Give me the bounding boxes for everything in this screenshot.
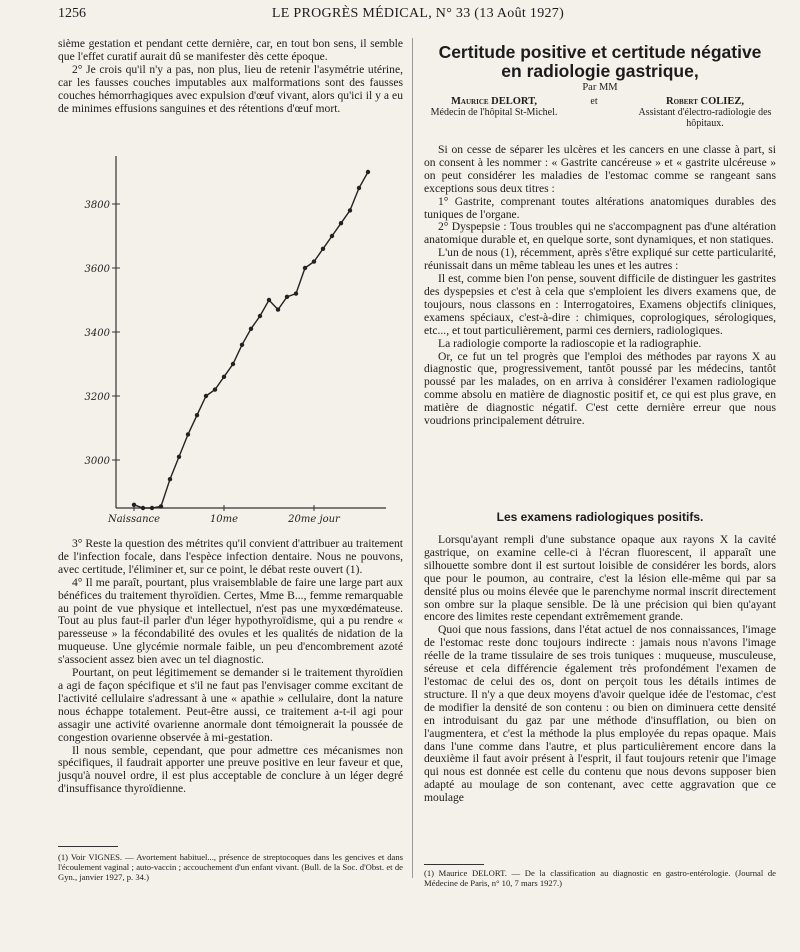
paragraph: 4° Il me paraît, pourtant, plus vraisemblable de faire une large part aux bénéfices du traitement thyroïdien. Certes, Mme B..., femme remarquable au point de vue physique et intellectuel, n'est pas une myxœdémateuse. Tout au plus faut-il parler d'un léger hypothyroïdisme, qui a pu rendre « paresseuse » la fécondabilité des ovules et les qualités de nidation de la muqueuse. Une glycémie normale faible, un peu d'encombrement azoté s'associent assez bien avec un tel diagnostic. [58, 575, 403, 667]
page-number: 1256 [58, 6, 86, 21]
paragraph: 1° Gastrite, comprenant toutes altérations anatomiques durables des tuniques de l'organe. [424, 194, 776, 221]
series-line [134, 172, 368, 508]
data-point [267, 298, 271, 302]
data-point [222, 375, 226, 379]
y-tick-label: 3600 [84, 264, 110, 275]
y-tick-label: 3000 [84, 456, 110, 467]
left-column-top [58, 38, 403, 115]
paragraph: Or, ce fut un tel progrès que l'emploi des méthodes par rayons X au diagnostic que, progressivement, tantôt poussé par les médecins, tantôt poussé par les malades, on en arriva à considérer l'examen radiologique comme absolu en matière de diagnostic positif et, ce qui est plus grave, en matière de diagnostic négatif. C'est cette dernière erreur que nous voudrions principalement détruire. [424, 349, 776, 428]
paragraph: Pourtant, on peut légitimement se demander si le traitement thyroïdien a agi de façon spécifique et s'il ne faut pas l'envisager comme excitant de l'activité cellulaire s'adressant à une « apathie » cellulaire, dont la nature nous échappe totalement. Peut-être aussi, ce traitement a-t-il agi pour assagir une activité ovarienne anormale dont témoignerait la poussée de congestion ovarienne observée à mi-gestation. [58, 666, 403, 744]
paragraph: 2° Dyspepsie : Tous troubles qui ne s'accompagnent pas d'une altération anatomique durable et, en quelque sorte, sont dynamiques, et non statiques. [424, 220, 776, 247]
x-tick-label: 10me [209, 514, 239, 525]
data-point [177, 455, 181, 459]
data-point [186, 432, 190, 436]
data-point [348, 208, 352, 212]
left-footnote: (1) Voir VIGNES. — Avortement habituel..., présence de streptocoques dans les gencives et dans l'écoulement vaginal ; auto-vaccin ; accouchement d'un enfant vivant. (Bull. de la Soc. d'Obst. et de Gyn., janvier 1927, p. 34.) [58, 852, 403, 882]
data-point [213, 387, 217, 391]
paragraph: Lorsqu'ayant rempli d'une substance opaque aux rayons X la cavité gastrique, on examine celle-ci à l'écran fluorescent, il apparaît une silhouette sombre dont il est surtout loisible de considérer les bords, alors que pour le poumon, au contraire, c'est la lésion elle-même qui par sa densité plus ou moins élevée que le parenchyme normal inscrit directement son ombre sur la plaque sensible. De là une précision qui bien qu'ayant encore des limites reste cependant extrêmement grande. [424, 533, 776, 624]
footnote-divider [58, 846, 118, 847]
paragraph: Il nous semble, cependant, que pour admettre ces mécanismes non spécifiques, il faudrait apporter une preuve positive en leur faveur et que, jusqu'à nouvel ordre, il est plus acceptable de conclure à un léger degré d'insuffisance thyroïdienne. [58, 743, 403, 796]
page-header [58, 6, 778, 26]
article-title [420, 43, 780, 81]
paragraph: sième gestation et pendant cette dernière, car, en tout bon sens, il semble que l'effet curatif aurait dû se manifester dès cette époque. [58, 37, 403, 63]
author-role: Médecin de l'hôpital St-Michel. [430, 107, 558, 118]
paragraph: La radiologie comporte la radioscopie et la radiographie. [438, 336, 702, 350]
column-rule [412, 38, 413, 878]
section-heading: Les examens radiologiques positifs. [496, 510, 704, 524]
data-point [195, 413, 199, 417]
paragraph: Si on cesse de séparer les ulcères et les cancers en une classe à part, si on consent à les nommer : « Gastrite cancéreuse » et « gastrite ulcéreuse » on peut considérer les maladies de l'estomac comme se rangeant sans exceptions sous deux titres : [424, 143, 776, 195]
data-point [330, 234, 334, 238]
data-point [132, 503, 136, 507]
right-column-intro [424, 144, 776, 428]
data-point [159, 504, 163, 508]
data-point [249, 327, 253, 331]
data-point [285, 295, 289, 299]
running-title: LE PROGRÈS MÉDICAL, N° 33 (13 Août 1927) [271, 6, 565, 21]
paragraph: 2° Je crois qu'il n'y a pas, non plus, lieu de retenir l'asymétrie utérine, car les fausses couches imputables aux malformations sont des fausses couches hémorrhagiques avec expulsion d'œuf vivant, alors qu'ici il y a eu de minimes effusions sanguines et des rétentions d'œuf mort. [58, 62, 403, 115]
data-point [204, 394, 208, 398]
data-point [312, 259, 316, 263]
paragraph: Il est, comme bien l'on pense, souvent difficile de distinguer les gastrites des dyspepsies et c'est à cela que s'emploient les divers examens que, de toujours, nous classons en : Interrogatoires, Examens objectifs cliniques, examens spéciaux, c'est-à-dire : chimiques, coprologiques, sérologiques, etc..., et tout particulièrement, parmi ces derniers, radiologiques. [424, 272, 776, 337]
article-title-line: en radiologie gastrique, [501, 61, 699, 81]
data-point [357, 186, 361, 190]
author-2 [634, 96, 776, 129]
data-point [303, 266, 307, 270]
author-1 [424, 96, 564, 118]
right-column-section [424, 534, 776, 805]
paragraph: L'un de nous (1), récemment, après s'être expliqué sur cette particularité, réunissait dans un même tableau les unes et les autres : [424, 246, 776, 273]
y-tick-label: 3400 [84, 328, 110, 339]
y-tick-label: 3200 [84, 392, 110, 403]
data-point [258, 314, 262, 318]
author-name: Maurice DELORT, [451, 96, 537, 107]
y-tick-label: 3800 [84, 200, 110, 211]
paragraph: 3° Reste la question des métrites qu'il convient d'attribuer au traitement de l'infection focale, dans l'espèce infection dentaire. Nous ne pouvons, avec certitude, l'éliminer et, sur ce point, le débat reste ouvert (1). [58, 537, 403, 576]
data-point [141, 506, 145, 510]
data-point [339, 221, 343, 225]
x-tick-label: 20me jour [288, 514, 340, 525]
data-point [150, 506, 154, 510]
x-tick-label: Naissance [107, 514, 161, 525]
author-name: Robert COLIEZ, [666, 96, 744, 107]
chart-svg [68, 136, 398, 531]
data-point [231, 362, 235, 366]
weight-curve-chart [68, 136, 398, 531]
right-footnote: (1) Maurice DELORT. — De la classification au diagnostic en gastro-entérologie. (Journal de Médecine de Paris, n° 10, 7 mars 1927.) [424, 868, 776, 888]
data-point [276, 307, 280, 311]
data-point [366, 170, 370, 174]
data-point [168, 477, 172, 481]
data-point [294, 291, 298, 295]
article-title-line: Certitude positive et certitude négative [438, 42, 762, 62]
by-line: Par MM [582, 82, 618, 93]
data-point [321, 247, 325, 251]
author-conjunction: et [590, 96, 598, 107]
author-role: Assistant d'électro-radiologie des hôpitaux. [638, 107, 772, 129]
data-point [240, 343, 244, 347]
footnote-divider [424, 864, 484, 865]
paragraph: Quoi que nous fassions, dans l'état actuel de nos connaissances, l'image de l'estomac reste donc toujours indirecte : jamais nous n'avons l'image réelle de la trame tissulaire de ses trois tuniques : muqueuse, musculeuse, séreuse et cela différencie également très profondément l'examen de l'estomac de celui des os, dont on perçoit tous les détails intimes de structure. Il n'y a que deux moyens d'avoir quelque idée de l'estomac, c'est de modifier la densité de son contenu : ou bien on diminuera cette densité en introduisant du gaz par une méthode d'insufflation, ou bien on l'augmentera, et c'est la méthode la plus employée du repas opaque. Mais dans l'une comme dans l'autre, et plus particulièrement encore dans la deuxième il faut avoir présent à l'esprit, il faut toujours retenir que l'image qui nous est donnée est celle du contenu que nous devons supposer bien adapté au moulage de son contenant, avec cette aggravation que ce moulage [424, 623, 776, 805]
left-column-bottom [58, 538, 403, 796]
authors [424, 96, 776, 132]
